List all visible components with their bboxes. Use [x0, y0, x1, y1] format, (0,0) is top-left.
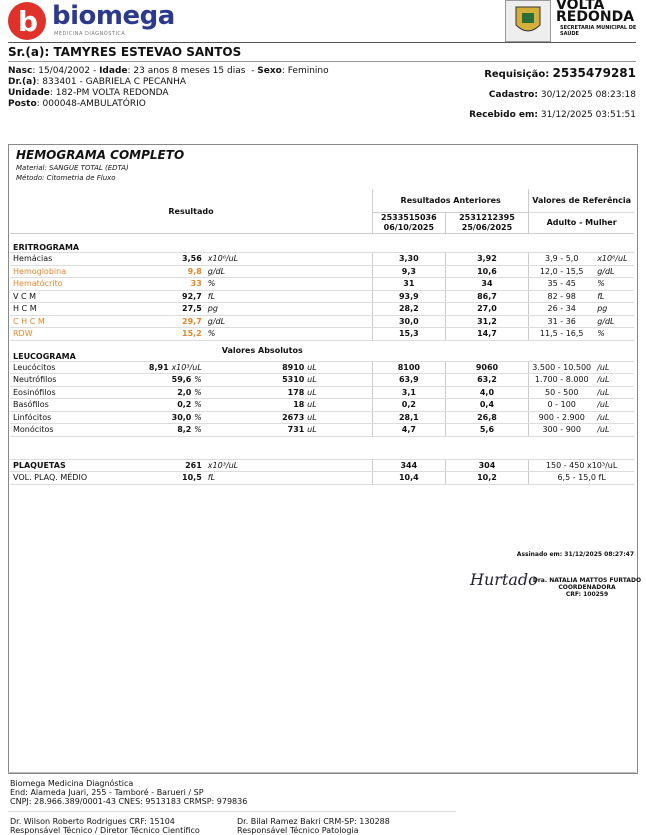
reference-unit: /uL [594, 374, 634, 387]
footer-dr2: Dr. Bilal Ramez Bakri CRM-SP: 130288 [237, 817, 390, 826]
table-row [10, 386, 634, 399]
table-row [10, 411, 634, 424]
result-unit: g/dL [205, 265, 265, 278]
exam-method: Método: Citometria de Fluxo [16, 174, 116, 182]
footer-divider [8, 772, 636, 773]
prev1-value: 10,4 [373, 472, 446, 485]
reference-range: 6,5 - 15,0 fL [529, 472, 634, 485]
results-table [10, 189, 634, 485]
prev1-value: 4,7 [373, 424, 446, 437]
table-row [10, 374, 634, 387]
col-valores-absolutos: Valores Absolutos [205, 340, 320, 361]
cadastro: Cadastro: 30/12/2025 08:23:18 [488, 90, 636, 100]
prev2-value: 9060 [445, 361, 529, 374]
result-value: 15,2 [110, 328, 205, 341]
prev1-value: 28,1 [373, 411, 446, 424]
result-value: 29,7 [110, 315, 205, 328]
result-unit: fL [205, 472, 265, 485]
exam-title: HEMOGRAMA COMPLETO [16, 148, 185, 162]
footer-dr1-role: Responsável Técnico / Diretor Técnico Científico [10, 826, 200, 835]
result-value: 0,2 % [110, 399, 205, 412]
footer-cnpj: CNPJ: 28.966.389/0001-43 CNES: 9513183 CRMSP: 979836 [10, 797, 248, 806]
prev2-value: 26,8 [445, 411, 529, 424]
table-row [10, 278, 634, 291]
prev1-value: 63,9 [373, 374, 446, 387]
doctor-line: Dr.(a): 833401 - GABRIELA C PECANHA [8, 77, 187, 87]
city-secretaria: SECRETARIA MUNICIPAL DE SAÚDE [560, 25, 637, 37]
analyte-name: VOL. PLAQ. MÉDIO [10, 472, 110, 485]
prev1-value: 8100 [373, 361, 446, 374]
prev1-value: 9,3 [373, 265, 446, 278]
prev1-value: 31 [373, 278, 446, 291]
result-unit: g/dL [205, 315, 265, 328]
unidade-line: Unidade: 182-PM VOLTA REDONDA [8, 88, 169, 98]
requisicao: Requisição: 2535479281 [484, 66, 636, 80]
absolute-value: 731 uL [265, 424, 319, 437]
result-unit: x10⁶/uL [205, 253, 265, 266]
analyte-name: Hematócrito [10, 278, 110, 291]
logo-name: biomega [52, 1, 175, 31]
footer-address: End: Alameda Juari, 255 - Tamboré - Barueri / SP [10, 788, 204, 797]
prev2-value: 3,92 [445, 253, 529, 266]
footer-dr2-role: Responsável Técnico Patologia [237, 826, 359, 835]
reference-unit: /uL [594, 361, 634, 374]
header-divider [8, 42, 636, 43]
city-crest-icon [505, 0, 551, 42]
logo-subtitle: MEDICINA DIAGNÓSTICA [54, 31, 126, 37]
result-value: 9,8 [110, 265, 205, 278]
analyte-name: PLAQUETAS [10, 459, 110, 472]
table-row [10, 328, 634, 341]
recebido: Recebido em: 31/12/2025 03:51:51 [469, 110, 636, 120]
result-unit: pg [205, 303, 265, 316]
absolute-value: 8910 uL [265, 361, 319, 374]
reference-range: 3.500 - 10.500 [529, 361, 594, 374]
exam-material: Material: SANGUE TOTAL (EDTA) [16, 164, 129, 172]
col-resultado: Resultado [10, 189, 373, 234]
result-value: 2,0 % [110, 386, 205, 399]
section-eritrograma: ERITROGRAMA [10, 234, 634, 253]
absolute-value: 178 uL [265, 386, 319, 399]
prev2-value: 10,6 [445, 265, 529, 278]
spacer-row [10, 436, 634, 459]
reference-unit: fL [594, 290, 634, 303]
reference-range: 26 - 34 [529, 303, 594, 316]
reference-unit: /uL [594, 399, 634, 412]
prev2-value: 0,4 [445, 399, 529, 412]
reference-unit: x10⁶/uL [594, 253, 634, 266]
prev2-value: 14,7 [445, 328, 529, 341]
analyte-name: C H C M [10, 315, 110, 328]
result-value: 10,5 [110, 472, 205, 485]
prev1-value: 28,2 [373, 303, 446, 316]
result-value: 8,91 x10³/uL [110, 361, 205, 374]
table-row [10, 361, 634, 374]
analyte-name: Hemoglobina [10, 265, 110, 278]
result-value: 33 [110, 278, 205, 291]
analyte-name: Linfócitos [10, 411, 110, 424]
analyte-name: Neutrófilos [10, 374, 110, 387]
reference-range: 150 - 450 x10³/uL [529, 459, 634, 472]
reference-range: 31 - 36 [529, 315, 594, 328]
footer-divider-2 [8, 811, 456, 812]
result-value: 8,2 % [110, 424, 205, 437]
footer-company: Biomega Medicina Diagnóstica [10, 779, 134, 788]
prev2-value: 5,6 [445, 424, 529, 437]
analyte-name: Monócitos [10, 424, 110, 437]
reference-range: 82 - 98 [529, 290, 594, 303]
reference-unit: /uL [594, 411, 634, 424]
analyte-name: Eosinófilos [10, 386, 110, 399]
reference-unit: % [594, 278, 634, 291]
table-row [10, 253, 634, 266]
city-name-line1: VOLTA [556, 0, 605, 13]
prev1-value: 3,30 [373, 253, 446, 266]
section-leucograma: LEUCOGRAMA Valores Absolutos [10, 340, 634, 361]
reference-unit: /uL [594, 386, 634, 399]
col-anteriores: Resultados Anteriores [373, 189, 529, 212]
prev2-value: 86,7 [445, 290, 529, 303]
analyte-name: RDW [10, 328, 110, 341]
reference-range: 35 - 45 [529, 278, 594, 291]
table-row [10, 303, 634, 316]
analyte-name: V C M [10, 290, 110, 303]
table-row [10, 265, 634, 278]
footer-dr1: Dr. Wilson Roberto Rodrigues CRF: 15104 [10, 817, 175, 826]
prev1-value: 93,9 [373, 290, 446, 303]
signature-block: Dra. NATALIA MATTOS FURTADO COORDENADORA CRF: 100259 [532, 577, 642, 598]
prev1-value: 344 [373, 459, 446, 472]
table-row [10, 315, 634, 328]
reference-range: 3,9 - 5,0 [529, 253, 594, 266]
reference-unit: /uL [594, 424, 634, 437]
city-name-line2: REDONDA [556, 9, 635, 25]
prev2-value: 4,0 [445, 386, 529, 399]
prev2-value: 10,2 [445, 472, 529, 485]
patient-name: Sr.(a): TAMYRES ESTEVAO SANTOS [8, 45, 242, 59]
reference-unit: % [594, 328, 634, 341]
patient-divider [8, 61, 636, 62]
prev1-value: 3,1 [373, 386, 446, 399]
prev1-value: 0,2 [373, 399, 446, 412]
reference-range: 11,5 - 16,5 [529, 328, 594, 341]
reference-range: 1.700 - 8.000 [529, 374, 594, 387]
col-referencia: Valores de Referência [529, 189, 634, 212]
prev1-value: 30,0 [373, 315, 446, 328]
reference-range: 300 - 900 [529, 424, 594, 437]
table-row [10, 290, 634, 303]
absolute-value: 5310 uL [265, 374, 319, 387]
analyte-name: Basófilos [10, 399, 110, 412]
birth-line: Nasc: 15/04/2002 - Idade: 23 anos 8 meses 15 dias - Sexo: Feminino [8, 66, 329, 76]
signed-timestamp: Assinado em: 31/12/2025 08:27:47 [516, 551, 634, 558]
prev2-value: 27,0 [445, 303, 529, 316]
posto-line: Posto: 000048-AMBULATÓRIO [8, 99, 146, 109]
result-value: 92,7 [110, 290, 205, 303]
reference-unit: g/dL [594, 265, 634, 278]
table-row [10, 472, 634, 485]
result-unit: fL [205, 290, 265, 303]
result-value: 261 [110, 459, 205, 472]
absolute-value: 18 uL [265, 399, 319, 412]
table-row [10, 424, 634, 437]
prev1-value: 15,3 [373, 328, 446, 341]
reference-range: 12,0 - 15,5 [529, 265, 594, 278]
result-unit: % [205, 278, 265, 291]
prev2-value: 31,2 [445, 315, 529, 328]
reference-unit: pg [594, 303, 634, 316]
reference-range: 50 - 500 [529, 386, 594, 399]
result-value: 27,5 [110, 303, 205, 316]
signature-cursive: Hurtado [470, 570, 538, 589]
table-row [10, 399, 634, 412]
result-value: 30,0 % [110, 411, 205, 424]
biomega-logo-icon: b [8, 2, 46, 40]
table-row [10, 459, 634, 472]
reference-range: 0 - 100 [529, 399, 594, 412]
ref-subheader: Adulto - Mulher [529, 212, 634, 233]
reference-unit: g/dL [594, 315, 634, 328]
prev2-value: 304 [445, 459, 529, 472]
analyte-name: Hemácias [10, 253, 110, 266]
result-value: 3,56 [110, 253, 205, 266]
analyte-name: H C M [10, 303, 110, 316]
result-unit: % [205, 328, 265, 341]
result-unit: x10³/uL [205, 459, 265, 472]
analyte-name: Leucócitos [10, 361, 110, 374]
reference-range: 900 - 2.900 [529, 411, 594, 424]
absolute-value: 2673 uL [265, 411, 319, 424]
prev2-header: 2531212395 25/06/2025 [445, 212, 529, 233]
prev2-value: 63,2 [445, 374, 529, 387]
prev1-header: 2533515036 06/10/2025 [373, 212, 446, 233]
prev2-value: 34 [445, 278, 529, 291]
result-value: 59,6 % [110, 374, 205, 387]
table-header-row [10, 189, 634, 212]
